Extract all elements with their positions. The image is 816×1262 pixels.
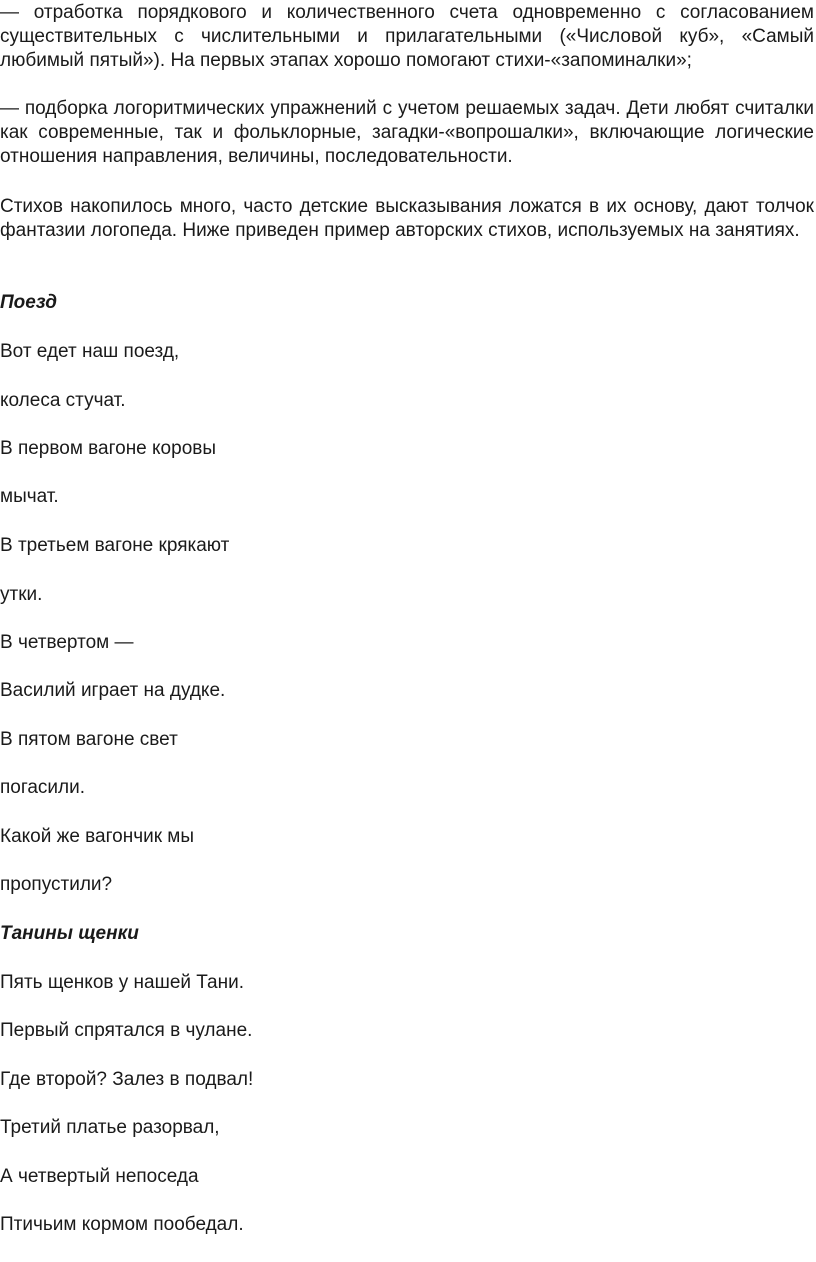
poem-line: Птичьим кормом пообедал. xyxy=(0,1214,244,1235)
poem-line: В пятом вагоне свет xyxy=(0,729,178,750)
poem-line: Василий играет на дудке. xyxy=(0,680,226,701)
poem-line: В четвертом — xyxy=(0,632,134,653)
poem-line: В первом вагоне коровы xyxy=(0,438,217,459)
poem-line: погасили. xyxy=(0,777,86,798)
poem-line: А четвертый непоседа xyxy=(0,1166,199,1187)
poem-title-train: Поезд xyxy=(0,292,58,313)
poem-line: колеса стучат. xyxy=(0,390,126,411)
paragraph-logorhythmic-exercises: — подборка логоритмических упражнений с учетом решаемых задач. Дети любят считалки как современные, так и фольклорные, загадки-«вопрошалки», включающие логические отношения направления, величины, последовательности. xyxy=(0,98,814,167)
poem-line: Первый спрятался в чулане. xyxy=(0,1020,253,1041)
poem-line: Где второй? Залез в подвал! xyxy=(0,1069,254,1090)
paragraph-author-poems-intro: Стихов накопилось много, часто детские высказывания ложатся в их основу, дают толчок фантазии логопеда. Ниже приведен пример авторских стихов, используемых на занятиях. xyxy=(0,196,814,241)
poem-line: утки. xyxy=(0,584,43,605)
poem-line: пропустили? xyxy=(0,874,113,895)
poem-line: Пять щенков у нашей Тани. xyxy=(0,972,245,993)
poem-line: Третий платье разорвал, xyxy=(0,1117,220,1138)
poem-line: Какой же вагончик мы xyxy=(0,826,195,847)
poem-title-puppies: Танины щенки xyxy=(0,923,139,944)
poem-line: В третьем вагоне крякают xyxy=(0,535,230,556)
paragraph-counting-practice: — отработка порядкового и количественного счета одновременно с согласованием существительных с числительными и прилагательными («Числовой куб», «Самый любимый пятый»). На первых этапах хорошо помогают стихи-«запоминалки»; xyxy=(0,2,814,71)
poem-line: Вот едет наш поезд, xyxy=(0,341,180,362)
poem-line: мычат. xyxy=(0,486,59,507)
